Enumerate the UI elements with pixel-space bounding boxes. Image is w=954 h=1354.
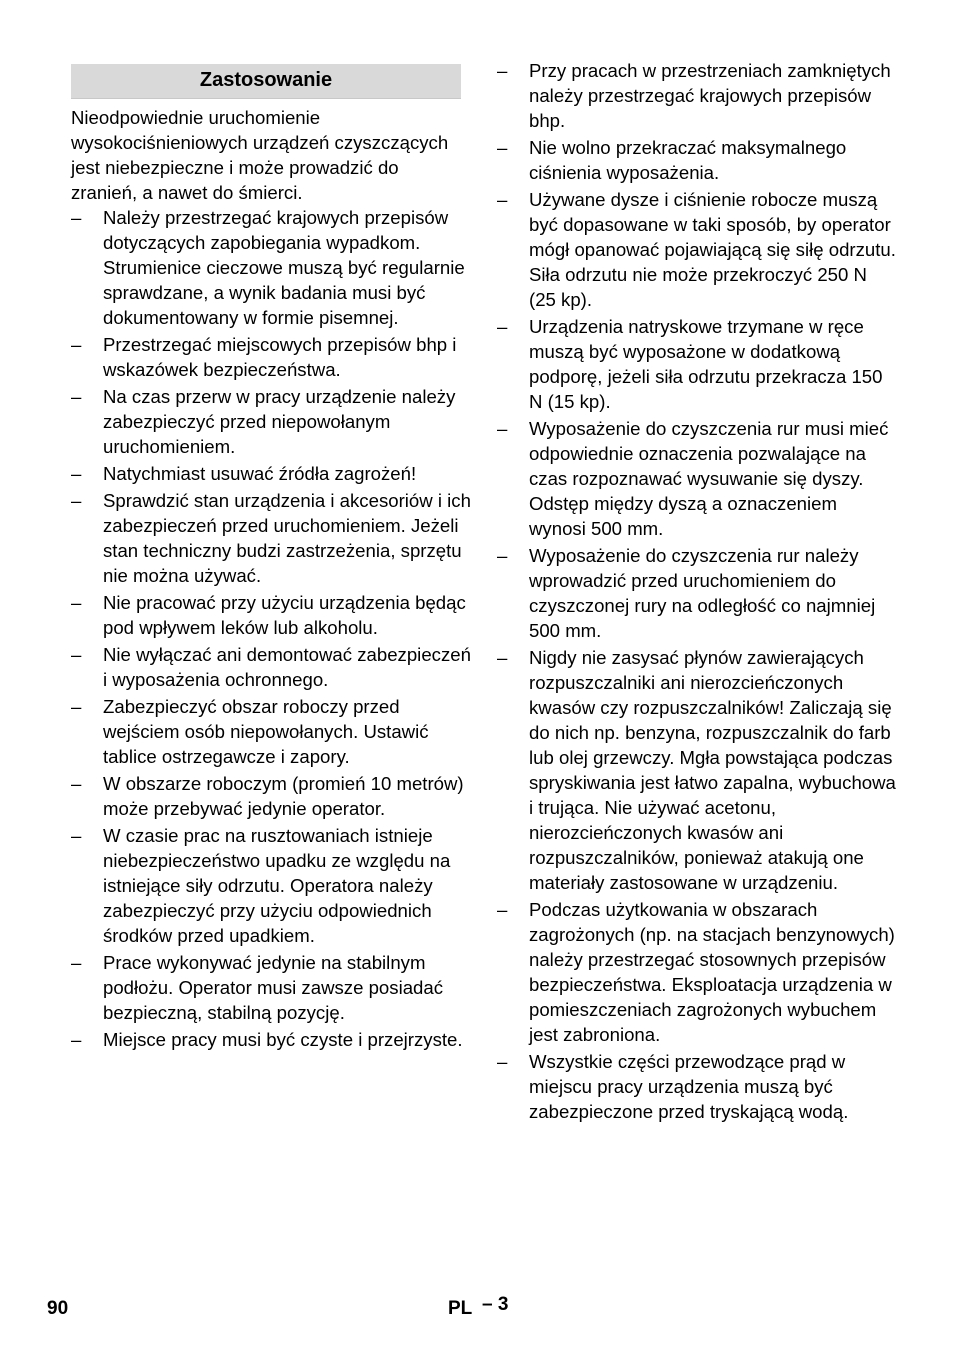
list-item bbox=[71, 823, 471, 948]
bullet-dash: – bbox=[497, 647, 508, 668]
bullet-dash: – bbox=[497, 60, 508, 81]
list-item-text: Zabezpieczyć obszar roboczy przed wejściem osób niepowołanych. Ustawić tablice ostrzegawcze i zapory. bbox=[103, 696, 429, 767]
bullet-dash: – bbox=[71, 386, 82, 407]
section-heading: Zastosowanie bbox=[71, 64, 461, 99]
bullet-dash: – bbox=[71, 1029, 82, 1050]
bullet-dash: – bbox=[71, 952, 82, 973]
bullet-dash: – bbox=[71, 696, 82, 717]
list-item bbox=[71, 590, 471, 640]
list-item-text: Na czas przerw w pracy urządzenie należy zabezpieczyć przed niepowołanym uruchomieniem. bbox=[103, 386, 456, 457]
list-item-text: Wyposażenie do czyszczenia rur musi mieć odpowiednie oznaczenia pozwalające na czas rozpoznawać wysuwanie się dyszy. Odstęp między dyszą a oznaczeniem wynosi 500 mm. bbox=[529, 418, 889, 539]
list-item bbox=[71, 1027, 471, 1052]
list-item bbox=[71, 488, 471, 588]
list-item-text: Podczas użytkowania w obszarach zagrożonych (np. na stacjach benzynowych) należy przestrzegać stosownych przepisów bezpieczeństwa. Eksploatacja urządzenia w pomieszczeniach zagrożonych wybuchem jest zabroniona. bbox=[529, 899, 895, 1045]
list-item-text: Miejsce pracy musi być czyste i przejrzyste. bbox=[103, 1029, 463, 1050]
bullet-dash: – bbox=[71, 463, 82, 484]
list-item bbox=[497, 416, 897, 541]
list-item bbox=[71, 461, 471, 486]
bullet-dash: – bbox=[497, 899, 508, 920]
list-item bbox=[497, 897, 897, 1047]
bullet-dash: – bbox=[497, 1051, 508, 1072]
list-item-text: W obszarze roboczym (promień 10 metrów) może przebywać jedynie operator. bbox=[103, 773, 464, 819]
list-item-text: Używane dysze i ciśnienie robocze muszą być dopasowane w taki sposób, by operator mógł opanować pojawiającą się siłę odrzutu. Siła odrzutu nie może przekroczyć 250 N (25 kp). bbox=[529, 189, 896, 310]
bullet-dash: – bbox=[497, 545, 508, 566]
list-item-text: Sprawdzić stan urządzenia i akcesoriów i ich zabezpieczeń przed uruchomieniem. Jeżeli stan techniczny budzi zastrzeżenia, sprzętu nie można używać. bbox=[103, 490, 471, 586]
bullet-dash: – bbox=[71, 334, 82, 355]
bullet-dash: – bbox=[497, 316, 508, 337]
bullet-dash: – bbox=[71, 825, 82, 846]
list-item-text: Nigdy nie zasysać płynów zawierających rozpuszczalniki ani nierozcieńczonych kwasów czy rozpuszczalników! Zaliczają się do nich np. benzyna, rozpuszczalnik do farb lub olej grzewczy. Mgła powstająca podczas spryskiwania jest łatwo zapalna, wybuchowa i trująca. Nie używać acetonu, nierozcieńczonych kwasów ani rozpuszczalników, ponieważ atakują one materiały zastosowane w urządzeniu. bbox=[529, 647, 896, 893]
bullet-dash: – bbox=[71, 207, 82, 228]
bullet-dash: – bbox=[497, 189, 508, 210]
language-code: PL bbox=[448, 1298, 473, 1319]
list-item bbox=[71, 205, 471, 330]
list-item bbox=[497, 1049, 897, 1124]
bullet-dash: – bbox=[497, 418, 508, 439]
list-item bbox=[497, 187, 897, 312]
list-item-text: Nie pracować przy użyciu urządzenia będąc pod wpływem leków lub alkoholu. bbox=[103, 592, 466, 638]
intro-paragraph: Nieodpowiednie uruchomienie wysokociśnieniowych urządzeń czyszczących jest niebezpieczne i może prowadzić do zranień, a nawet do śmierci. bbox=[71, 107, 449, 203]
bullet-dash: – bbox=[71, 592, 82, 613]
bullet-dash: – bbox=[71, 773, 82, 794]
list-item bbox=[71, 950, 471, 1025]
list-item-text: Wyposażenie do czyszczenia rur należy wprowadzić przed uruchomieniem do czyszczonej rury na odległość co najmniej 500 mm. bbox=[529, 545, 876, 641]
page-number: 90 bbox=[47, 1298, 69, 1319]
list-item-text: Przy pracach w przestrzeniach zamkniętych należy przestrzegać krajowych przepisów bhp. bbox=[529, 60, 891, 131]
right-bullet-list bbox=[497, 58, 897, 1126]
list-item-text: Wszystkie części przewodzące prąd w miejscu pracy urządzenia muszą być zabezpieczone przed tryskającą wodą. bbox=[529, 1051, 849, 1122]
sub-page-number: – 3 bbox=[482, 1294, 509, 1315]
list-item bbox=[497, 314, 897, 414]
left-bullet-list bbox=[71, 205, 471, 1054]
list-item bbox=[497, 135, 897, 185]
list-item bbox=[71, 694, 471, 769]
list-item bbox=[71, 642, 471, 692]
list-item-text: Prace wykonywać jedynie na stabilnym podłożu. Operator musi zawsze posiadać bezpieczną, stabilną pozycję. bbox=[103, 952, 444, 1023]
bullet-dash: – bbox=[71, 490, 82, 511]
bullet-dash: – bbox=[71, 644, 82, 665]
bullet-dash: – bbox=[497, 137, 508, 158]
list-item-text: W czasie prac na rusztowaniach istnieje niebezpieczeństwo upadku ze względu na istniejące siły odrzutu. Operatora należy zabezpieczyć przy użyciu odpowiednich środków przed upadkiem. bbox=[103, 825, 451, 946]
list-item-text: Nie wolno przekraczać maksymalnego ciśnienia wyposażenia. bbox=[529, 137, 847, 183]
list-item bbox=[71, 332, 471, 382]
list-item-text: Urządzenia natryskowe trzymane w ręce muszą być wyposażone w dodatkową podporę, jeżeli siła odrzutu przekracza 150 N (15 kp). bbox=[529, 316, 883, 412]
list-item-text: Nie wyłączać ani demontować zabezpieczeń i wyposażenia ochronnego. bbox=[103, 644, 471, 690]
list-item-text: Natychmiast usuwać źródła zagrożeń! bbox=[103, 463, 417, 484]
list-item-text: Należy przestrzegać krajowych przepisów dotyczących zapobiegania wypadkom. Strumienice cieczowe muszą być regularnie sprawdzane, a wynik badania musi być dokumentowany w formie pisemnej. bbox=[103, 207, 465, 328]
list-item bbox=[71, 384, 471, 459]
list-item bbox=[497, 543, 897, 643]
list-item bbox=[497, 58, 897, 133]
list-item bbox=[71, 771, 471, 821]
list-item-text: Przestrzegać miejscowych przepisów bhp i wskazówek bezpieczeństwa. bbox=[103, 334, 457, 380]
list-item bbox=[497, 645, 897, 895]
